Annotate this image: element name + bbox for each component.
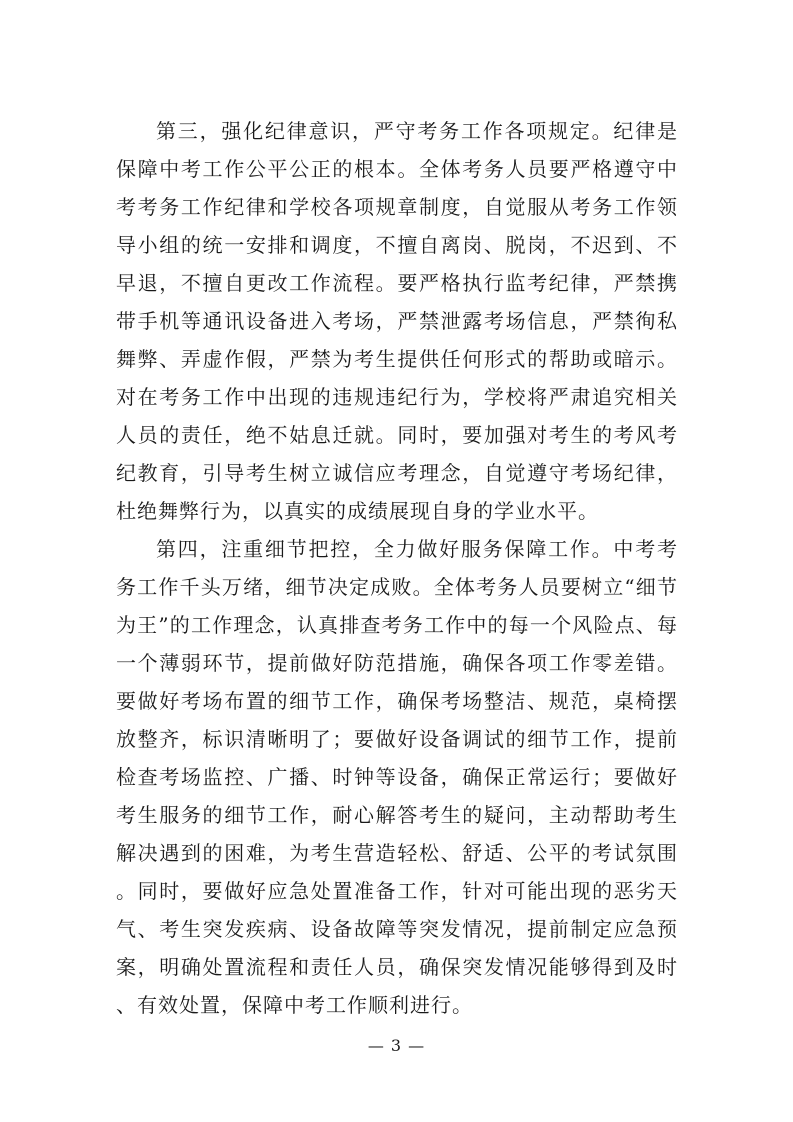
- body-text: [116, 112, 678, 1024]
- paragraph-discipline: 第三，强化纪律意识，严守考务工作各项规定。纪律是保障中考工作公平公正的根本。全体考务人员要严格遵守中考考务工作纪律和学校各项规章制度，自觉服从考务工作领导小组的统一安排和调度，不擅自离岗、脱岗，不迟到、不早退，不擅自更改工作流程。要严格执行监考纪律，严禁携带手机等通讯设备进入考场，严禁泄露考场信息，严禁徇私舞弊、弄虚作假，严禁为考生提供任何形式的帮助或暗示。对在考务工作中出现的违规违纪行为，学校将严肃追究相关人员的责任，绝不姑息迁就。同时，要加强对考生的考风考纪教育，引导考生树立诚信应考理念，自觉遵守考场纪律，杜绝舞弊行为，以真实的成绩展现自身的学业水平。: [116, 119, 678, 523]
- paragraph-details: 第四，注重细节把控，全力做好服务保障工作。中考考务工作千头万绪，细节决定成败。全体考务人员要树立“细节为王”的工作理念，认真排查考务工作中的每一个风险点、每一个薄弱环节，提前做好防范措施，确保各项工作零差错。要做好考场布置的细节工作，确保考场整洁、规范，桌椅摆放整齐，标识清晰明了；要做好设备调试的细节工作，提前检查考场监控、广播、时钟等设备，确保正常运行；要做好考生服务的细节工作，耐心解答考生的疑问，主动帮助考生解决遇到的困难，为考生营造轻松、舒适、公平的考试氛围。同时，要做好应急处置准备工作，针对可能出现的恶劣天气、考生突发疾病、设备故障等突发情况，提前制定应急预案，明确处置流程和责任人员，确保突发情况能够得到及时、有效处置，保障中考工作顺利进行。: [116, 537, 678, 1017]
- page-number: — 3 —: [367, 1036, 426, 1055]
